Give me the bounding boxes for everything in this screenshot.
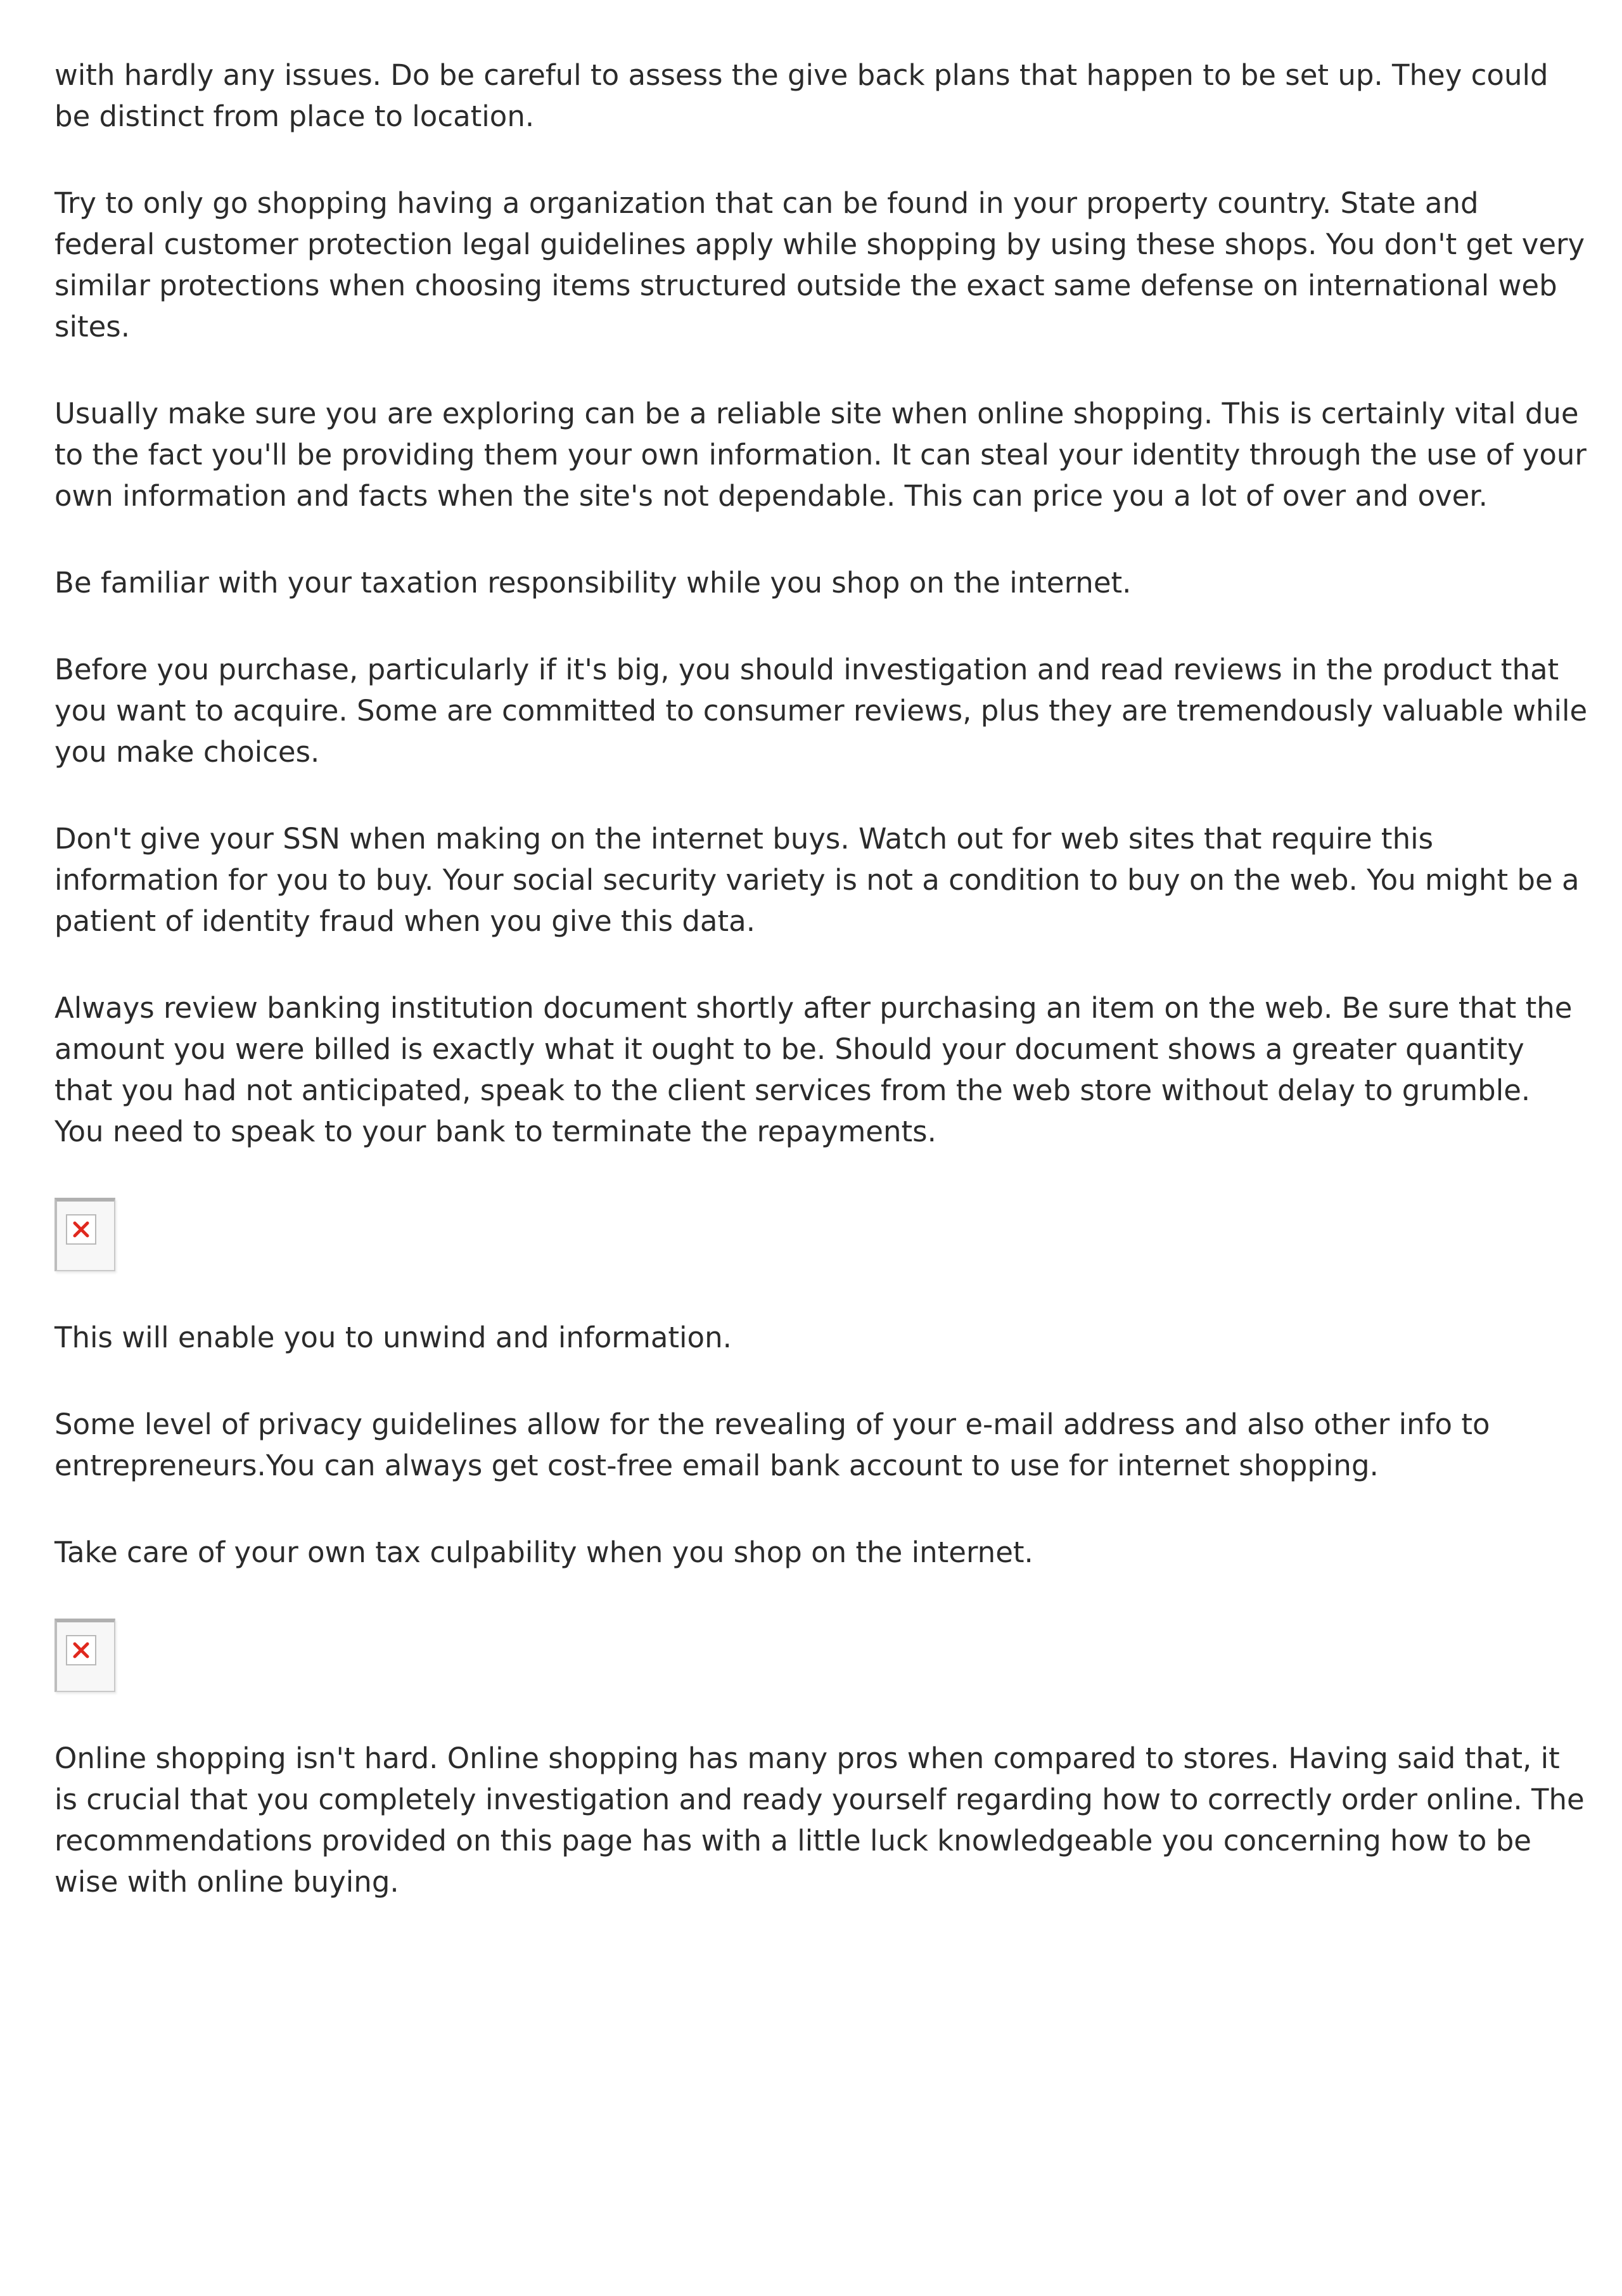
paragraph-read-reviews: Before you purchase, particularly if it's big, you should investigation and read reviews in the product that you want to acquire. Some are committed to consumer reviews, plus they are tremendously valuable while you make choices. [54, 653, 1588, 769]
red-x-icon [71, 1640, 91, 1660]
paragraph-home-country: Try to only go shopping having a organization that can be found in your property country. State and federal customer protection legal guidelines apply while shopping by using these shops. You don't get very similar protections when choosing items structured outside the exact same defense on international web sites. [54, 186, 1585, 343]
paragraph-bank-statement: Always review banking institution document shortly after purchasing an item on the web. Be sure that the amount you were billed is exactly what it ought to be. Should your document shows a greater quantity that you had not anticipated, speak to the client services from the web store without delay to grumble. You need to speak to your bank to terminate the repayments. [54, 991, 1573, 1148]
broken-image-frame [66, 1214, 96, 1245]
broken-image-frame [66, 1635, 96, 1665]
paragraph-conclusion: Online shopping isn't hard. Online shopping has many pros when compared to stores. Having said that, it is crucial that you completely investigation and ready yourself regarding how to correctly order online. The recommendations provided on this page has with a little luck knowledgeable you concerning how to be wise with online buying. [54, 1741, 1585, 1899]
paragraph-ssn-warning: Don't give your SSN when making on the internet buys. Watch out for web sites that require this information for you to buy. Your social security variety is not a condition to buy on the web. You might be a patient of identity fraud when you give this data. [54, 822, 1580, 938]
paragraph-privacy: Some level of privacy guidelines allow for the revealing of your e-mail address and also other info to entrepreneurs.You can always get cost-free email bank account to use for internet shopping. [54, 1408, 1490, 1482]
paragraph-tax-culpability: Take care of your own tax culpability when you shop on the internet. [54, 1536, 1033, 1569]
paragraph-unwind: This will enable you to unwind and information. [54, 1321, 732, 1354]
paragraph-reliable-site: Usually make sure you are exploring can be a reliable site when online shopping. This is certainly vital due to the fact you'll be providing them your own information. It can steal your identity through the use of your own information and facts when the site's not dependable. This can price you a lot of over and over. [54, 397, 1587, 513]
paragraph-tax-responsibility: Be familiar with your taxation responsibility while you shop on the internet. [54, 566, 1132, 600]
broken-image-icon [54, 1619, 115, 1692]
article-body [54, 55, 1588, 1948]
broken-image-icon [54, 1198, 115, 1271]
red-x-icon [71, 1219, 91, 1240]
paragraph-return-policies: with hardly any issues. Do be careful to assess the give back plans that happen to be set up. They could be distinct from place to location. [54, 58, 1549, 133]
